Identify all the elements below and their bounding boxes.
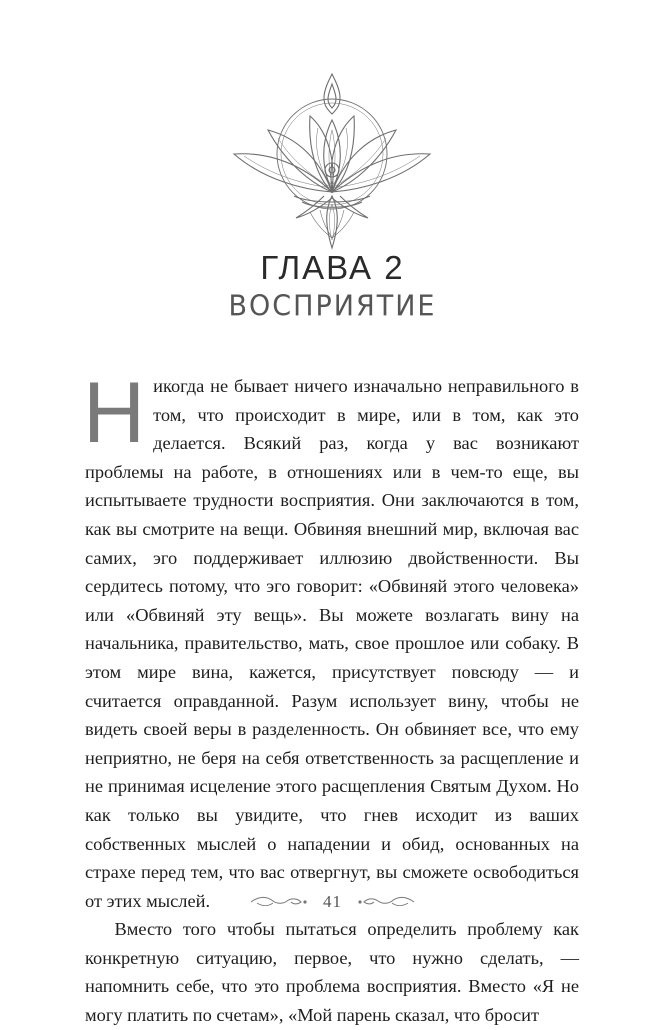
drop-cap: Н [83,365,146,461]
body-text [83,365,579,1030]
lotus-mandala-icon [224,72,440,250]
paragraph [83,365,579,915]
paragraph: Вместо того чтобы пытаться определить проблему как конкретную ситуацию, первое, что нужно сделать, — напомнить себе, что это проблема восприятия. Вместо «Я не могу платить по счетам», «Мой парень сказал, что бросит [85,919,579,1026]
left-flourish-icon [249,894,309,910]
page-number: 41 [323,892,342,911]
right-flourish-icon [356,894,416,910]
paragraph-1-text: икогда не бывает ничего изначально неправильного в том, что происходит в мире, или в том, как это делается. Всякий раз, когда у вас возникают проблемы на работе, в отношениях или в чем-то еще, вы испытываете трудности восприятия. Они заключаются в том, как вы смотрите на вещи. Обвиняя внешний мир, включая вас самих, эго поддерживает иллюзию двойственности. Вы сердитесь потому, что эго говорит: «Обвиняй этого человека» или «Обвиняй эту вещь». Вы можете возлагать вину на начальника, правительство, мать, свое прошлое или собаку. В этом мире вина, кажется, присутствует повсюду — и считается оправданной. Разум использует вину, чтобы не видеть своей веры в разделенность. Он обвиняет все, что ему неприятно, не беря на себя ответственность за расщепление и не принимая исцеление этого расщепления Святым Духом. Но как только вы увидите, что гнев исходит из ваших собственных мыслей о нападении и обид, основанных на страхе перед тем, что вас отвергнут, вы сможете освободиться от этих мыслей. [85,376,579,911]
page-footer [0,892,665,912]
chapter-label: ГЛАВА 2 [260,249,405,286]
chapter-title: ВОСПРИЯТИЕ [228,290,437,323]
